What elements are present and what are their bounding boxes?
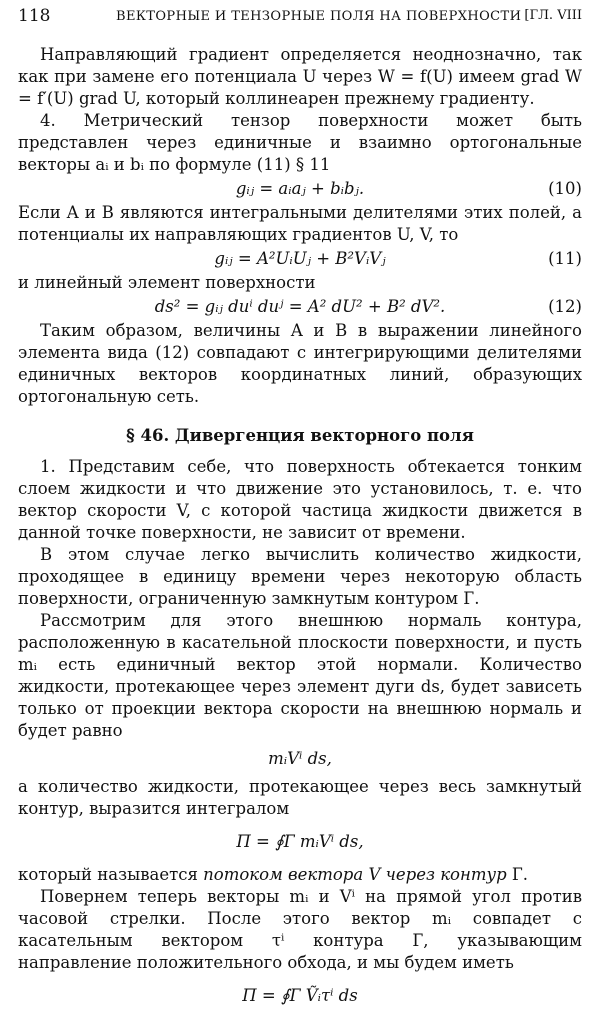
flux-definition-tail: Г. [506, 865, 529, 884]
paragraph-total-amount: а количество жидкости, протекающее через весь замкнутый контур, выразится интегралом [18, 777, 582, 818]
paragraph-normal: Рассмотрим для этого внешнюю нормаль контура, расположенную в касательной плоскости поверхности, и пусть mᵢ есть единичный вектор этой нормали. Количество жидкости, протекающее через элемент дуги ds, будет зависеть только от проекции вектора скорости на внешнюю нормаль и будет равно [18, 611, 582, 740]
chapter-label: [ГЛ. VIII [524, 8, 582, 23]
equation-flux-body: Π = ∮Г mᵢVⁱ ds, [236, 832, 364, 851]
equation-flux [18, 820, 582, 864]
equation-11-body: gᵢⱼ = A²UᵢUⱼ + B²VᵢVⱼ [214, 249, 386, 268]
equation-12-body: ds² = gᵢⱼ duⁱ duʲ = A² dU² + B² dV². [154, 297, 446, 316]
paragraph-gradient: Направляющий градиент определяется неоднозначно, так как при замене его потенциала U через W = f(U) имеем grad W = f′(U) grad U, который коллинеарен прежнему градиенту. [18, 45, 582, 108]
running-title: ВЕКТОРНЫЕ И ТЕНЗОРНЫЕ ПОЛЯ НА ПОВЕРХНОСТИ [116, 9, 522, 24]
paragraph-conclusion: Таким образом, величины A и B в выражении линейного элемента вида (12) совпадают с интегрирующими делителями единичных векторов координатных линий, образующих ортогональную сеть. [18, 321, 582, 406]
page-number: 118 [18, 6, 51, 26]
equation-10-number: (10) [548, 179, 582, 198]
equation-flow-element [18, 742, 582, 776]
equation-10 [18, 176, 582, 202]
paragraph-flux-definition [18, 864, 582, 886]
paragraph-fluid-flow: 1. Представим себе, что поверхность обтекается тонким слоем жидкости и что движение это установилось, т. е. что вектор скорости V, с которой частица жидкости движется в данной точке поверхности, не зависит от времени. [18, 457, 582, 542]
paragraph-line-element: и линейный элемент поверхности [18, 273, 316, 292]
page-body [18, 44, 582, 1018]
equation-12 [18, 294, 582, 320]
equation-flux-tangent-body: Π = ∮Г Ṽᵢτⁱ ds [242, 986, 358, 1005]
page-header [18, 6, 582, 30]
equation-11-number: (11) [548, 249, 582, 268]
equation-flow-element-body: mᵢVⁱ ds, [268, 749, 332, 768]
equation-flux-tangent [18, 974, 582, 1018]
equation-10-body: gᵢⱼ = aᵢaⱼ + bᵢbⱼ. [235, 179, 365, 198]
equation-12-number: (12) [548, 297, 582, 316]
paragraph-metric-tensor: 4. Метрический тензор поверхности может быть представлен через единичные и взаимно ортогональные векторы aᵢ и bᵢ по формуле (11) § 11 [18, 111, 582, 174]
equation-11 [18, 246, 582, 272]
paragraph-integral-divisors: Если A и B являются интегральными делителями этих полей, а потенциалы их направляющих градиентов U, V, то [18, 203, 582, 244]
paragraph-fluid-amount: В этом случае легко вычислить количество жидкости, проходящее в единицу времени через некоторую область поверхности, ограниченную замкнутым контуром Г. [18, 545, 582, 608]
section-title: § 46. Дивергенция векторного поля [126, 426, 474, 445]
paragraph-rotation: Повернем теперь векторы mᵢ и Vⁱ на прямой угол против часовой стрелки. После этого вектор mᵢ совпадет с касательным вектором τⁱ контура Г, указывающим направление положительного обхода, и мы будем иметь [18, 887, 582, 972]
flux-definition-lead: который называется [18, 865, 204, 884]
flux-term: потоком вектора V через контур [203, 865, 507, 884]
